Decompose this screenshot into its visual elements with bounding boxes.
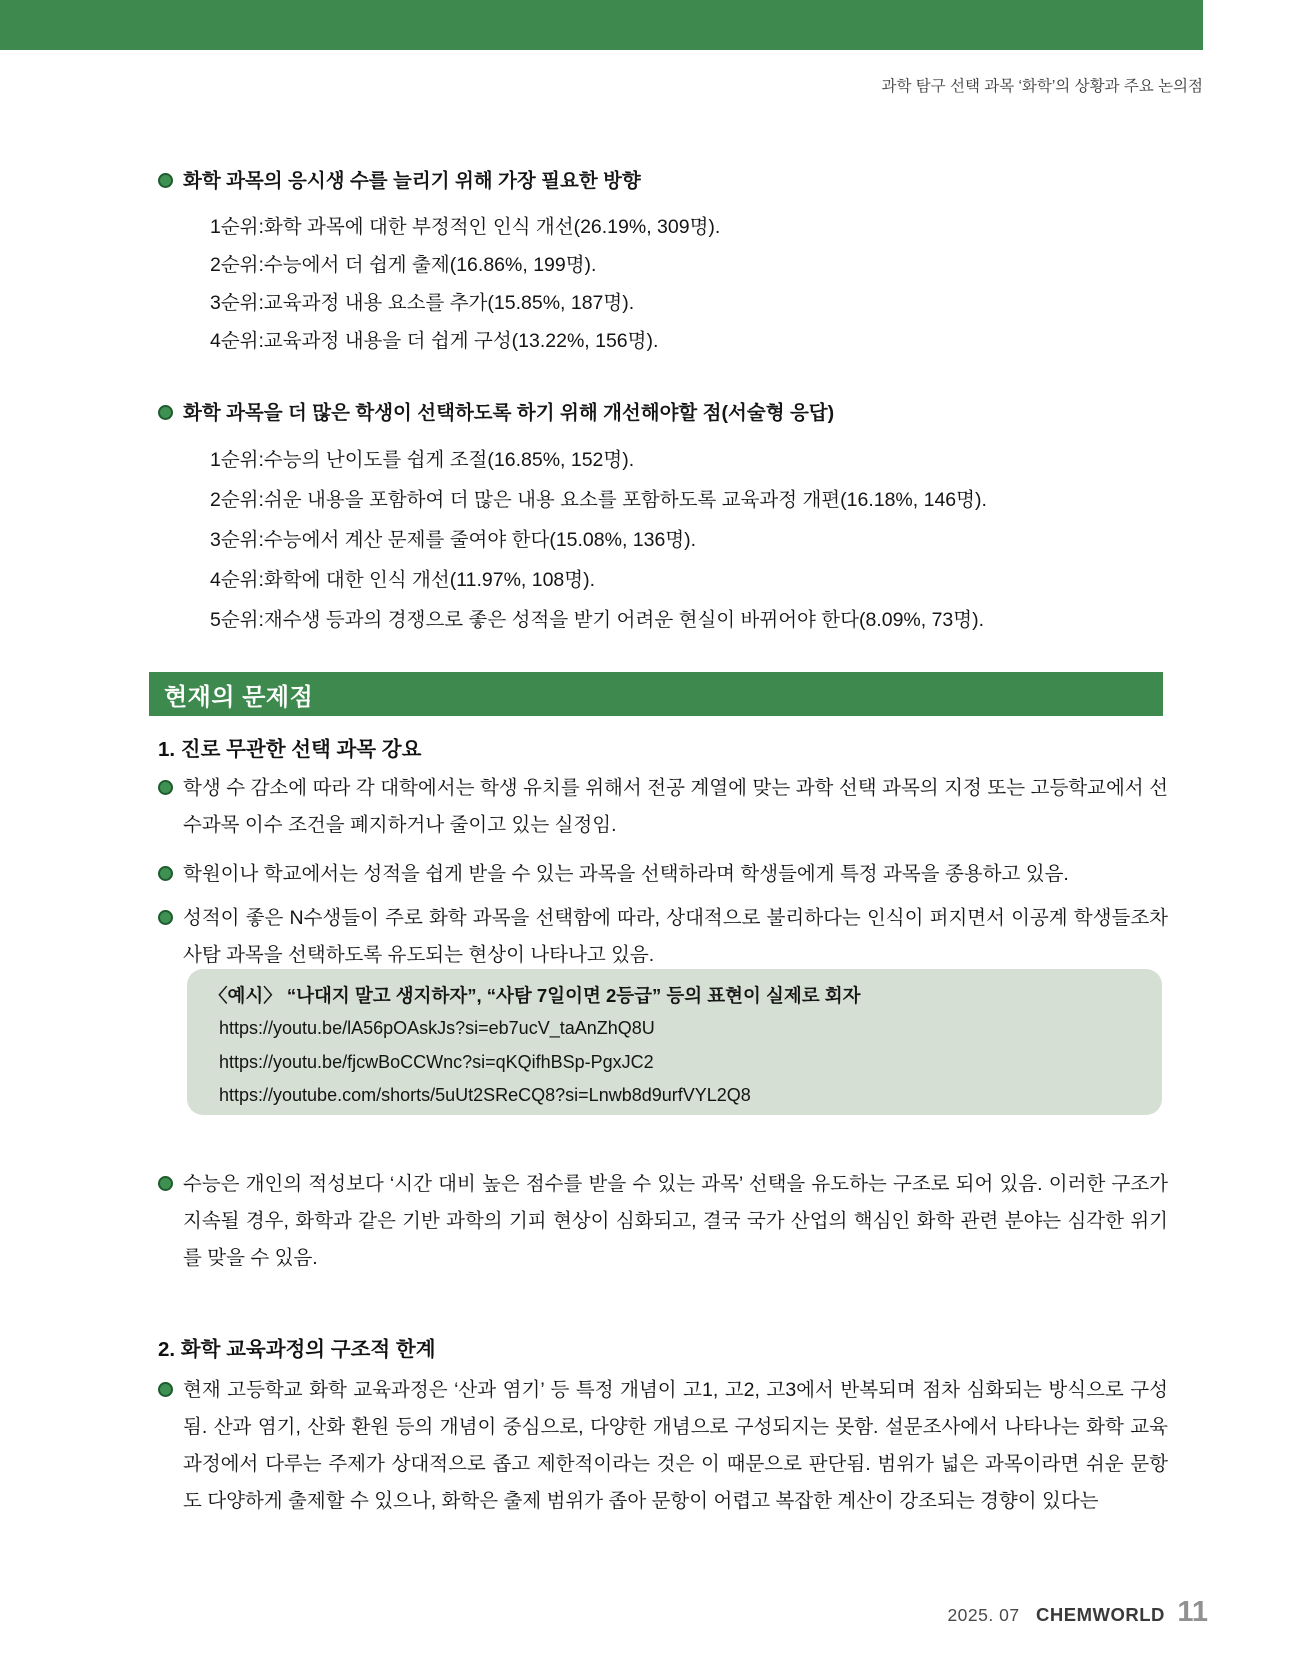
survey-rank-item: 4순위:화학에 대한 인식 개선(11.97%, 108명). (210, 569, 596, 591)
footer-brand: CHEMWORLD (1036, 1604, 1165, 1625)
youtube-link: https://youtu.be/lA56pOAskJs?si=eb7ucV_taAnZhQ8U (219, 1018, 655, 1038)
survey-block-1-heading-row (158, 168, 1170, 194)
survey-rank-item: 2순위:쉬운 내용을 포함하여 더 많은 내용 요소를 포함하도록 교육과정 개편(16.18%, 146명). (210, 489, 987, 511)
survey-rank-item: 1순위:수능의 난이도를 쉽게 조절(16.85%, 152명). (210, 449, 635, 471)
survey-rank-item: 2순위:수능에서 더 쉽게 출제(16.86%, 199명). (210, 254, 597, 276)
example-quote-box (187, 969, 1162, 1115)
survey-block-2-items (158, 440, 1170, 640)
example-box-links (209, 1012, 1138, 1113)
youtube-link: https://youtube.com/shorts/5uUt2SReCQ8?si=Lnwb8d9urfVYL2Q8 (219, 1085, 751, 1105)
bullet-dot-icon (158, 1382, 173, 1397)
bullet-dot-icon (158, 866, 173, 881)
bullet-paragraph-text: 현재 고등학교 화학 교육과정은 ‘산과 염기’ 등 특정 개념이 고1, 고2, 고3에서 반복되며 점차 심화되는 방식으로 구성됨. 산과 염기, 산화 환원 등의 개념이 중심으로, 다양한 개념으로 구성되지는 못함. 설문조사에서 나타나는 화학 교육과정에서 다루는 주제가 상대적으로 좁고 제한적이라는 것은 이 때문으로 판단됨. 범위가 넓은 과목이라면 쉬운 문항도 다양하게 출제할 수 있으나, 화학은 출제 범위가 좁아 문항이 어렵고 복잡한 계산이 강조되는 경향이 있다는 (183, 1379, 1168, 1512)
section-title: 현재의 문제점 (164, 683, 314, 711)
survey-rank-item: 4순위:교육과정 내용을 더 쉽게 구성(13.22%, 156명). (210, 330, 659, 352)
subsection-2-heading: 2. 화학 교육과정의 구조적 한계 (158, 1338, 436, 1361)
survey-block-2-heading-row (158, 400, 1170, 426)
bullet-paragraph (158, 770, 1168, 844)
survey-rank-item: 3순위:교육과정 내용 요소를 추가(15.85%, 187명). (210, 292, 635, 314)
survey-block-1 (158, 168, 1170, 360)
youtube-link: https://youtu.be/fjcwBoCCWnc?si=qKQifhBSp-PgxJC2 (219, 1051, 654, 1072)
survey-block-2-heading: 화학 과목을 더 많은 학생이 선택하도록 하기 위해 개선해야할 점(서술형 응답) (183, 402, 835, 424)
bullet-paragraph-text: 학원이나 학교에서는 성적을 쉽게 받을 수 있는 과목을 선택하라며 학생들에게 특정 과목을 종용하고 있음. (183, 863, 1069, 885)
footer-date: 2025. 07 (947, 1605, 1020, 1625)
subsection-1-heading: 1. 진로 무관한 선택 과목 강요 (158, 738, 422, 761)
bullet-dot-icon (158, 910, 173, 925)
survey-rank-item: 5순위:재수생 등과의 경쟁으로 좋은 성적을 받기 어려운 현실이 바뀌어야 한다(8.09%, 73명). (210, 609, 985, 631)
survey-block-1-items (158, 208, 1170, 360)
survey-block-2 (158, 400, 1170, 640)
bullet-dot-icon (158, 173, 173, 188)
survey-rank-item: 3순위:수능에서 계산 문제를 줄여야 한다(15.08%, 136명). (210, 529, 697, 551)
bullet-dot-icon (158, 405, 173, 420)
bullet-dot-icon (158, 780, 173, 795)
survey-block-1-heading: 화학 과목의 응시생 수를 늘리기 위해 가장 필요한 방향 (183, 170, 641, 192)
section-title-bar (149, 672, 1163, 716)
footer-page-number: 11 (1177, 1596, 1208, 1628)
survey-rank-item: 1순위:화학 과목에 대한 부정적인 인식 개선(26.19%, 309명). (210, 216, 721, 238)
bullet-paragraph-text: 수능은 개인의 적성보다 ‘시간 대비 높은 점수를 받을 수 있는 과목’ 선택을 유도하는 구조로 되어 있음. 이러한 구조가 지속될 경우, 화학과 같은 기반 과학의 기피 현상이 심화되고, 결국 국가 산업의 핵심인 화학 관련 분야는 심각한 위기를 맞을 수 있음. (183, 1173, 1168, 1269)
running-head-title: 과학 탐구 선택 과목 ‘화학’의 상황과 주요 논의점 (881, 78, 1203, 95)
bullet-paragraph (158, 1372, 1168, 1520)
bullet-paragraph (158, 1166, 1168, 1277)
top-accent-bar (0, 0, 1203, 50)
page-footer (0, 1596, 1208, 1629)
example-box-title: 〈예시〉 “나대지 말고 생지하자”, “사탐 7일이면 2등급” 등의 표현이 실제로 회자 (209, 985, 861, 1006)
bullet-paragraph-text: 학생 수 감소에 따라 각 대학에서는 학생 유치를 위해서 전공 계열에 맞는 과학 선택 과목의 지정 또는 고등학교에서 선수과목 이수 조건을 폐지하거나 줄이고 있는 실정임. (183, 777, 1168, 836)
bullet-paragraph-text: 성적이 좋은 N수생들이 주로 화학 과목을 선택함에 따라, 상대적으로 불리하다는 인식이 퍼지면서 이공계 학생들조차 사탐 과목을 선택하도록 유도되는 현상이 나타나고 있음. (183, 907, 1168, 966)
bullet-paragraph (158, 856, 1168, 893)
bullet-paragraph (158, 900, 1168, 974)
bullet-dot-icon (158, 1176, 173, 1191)
